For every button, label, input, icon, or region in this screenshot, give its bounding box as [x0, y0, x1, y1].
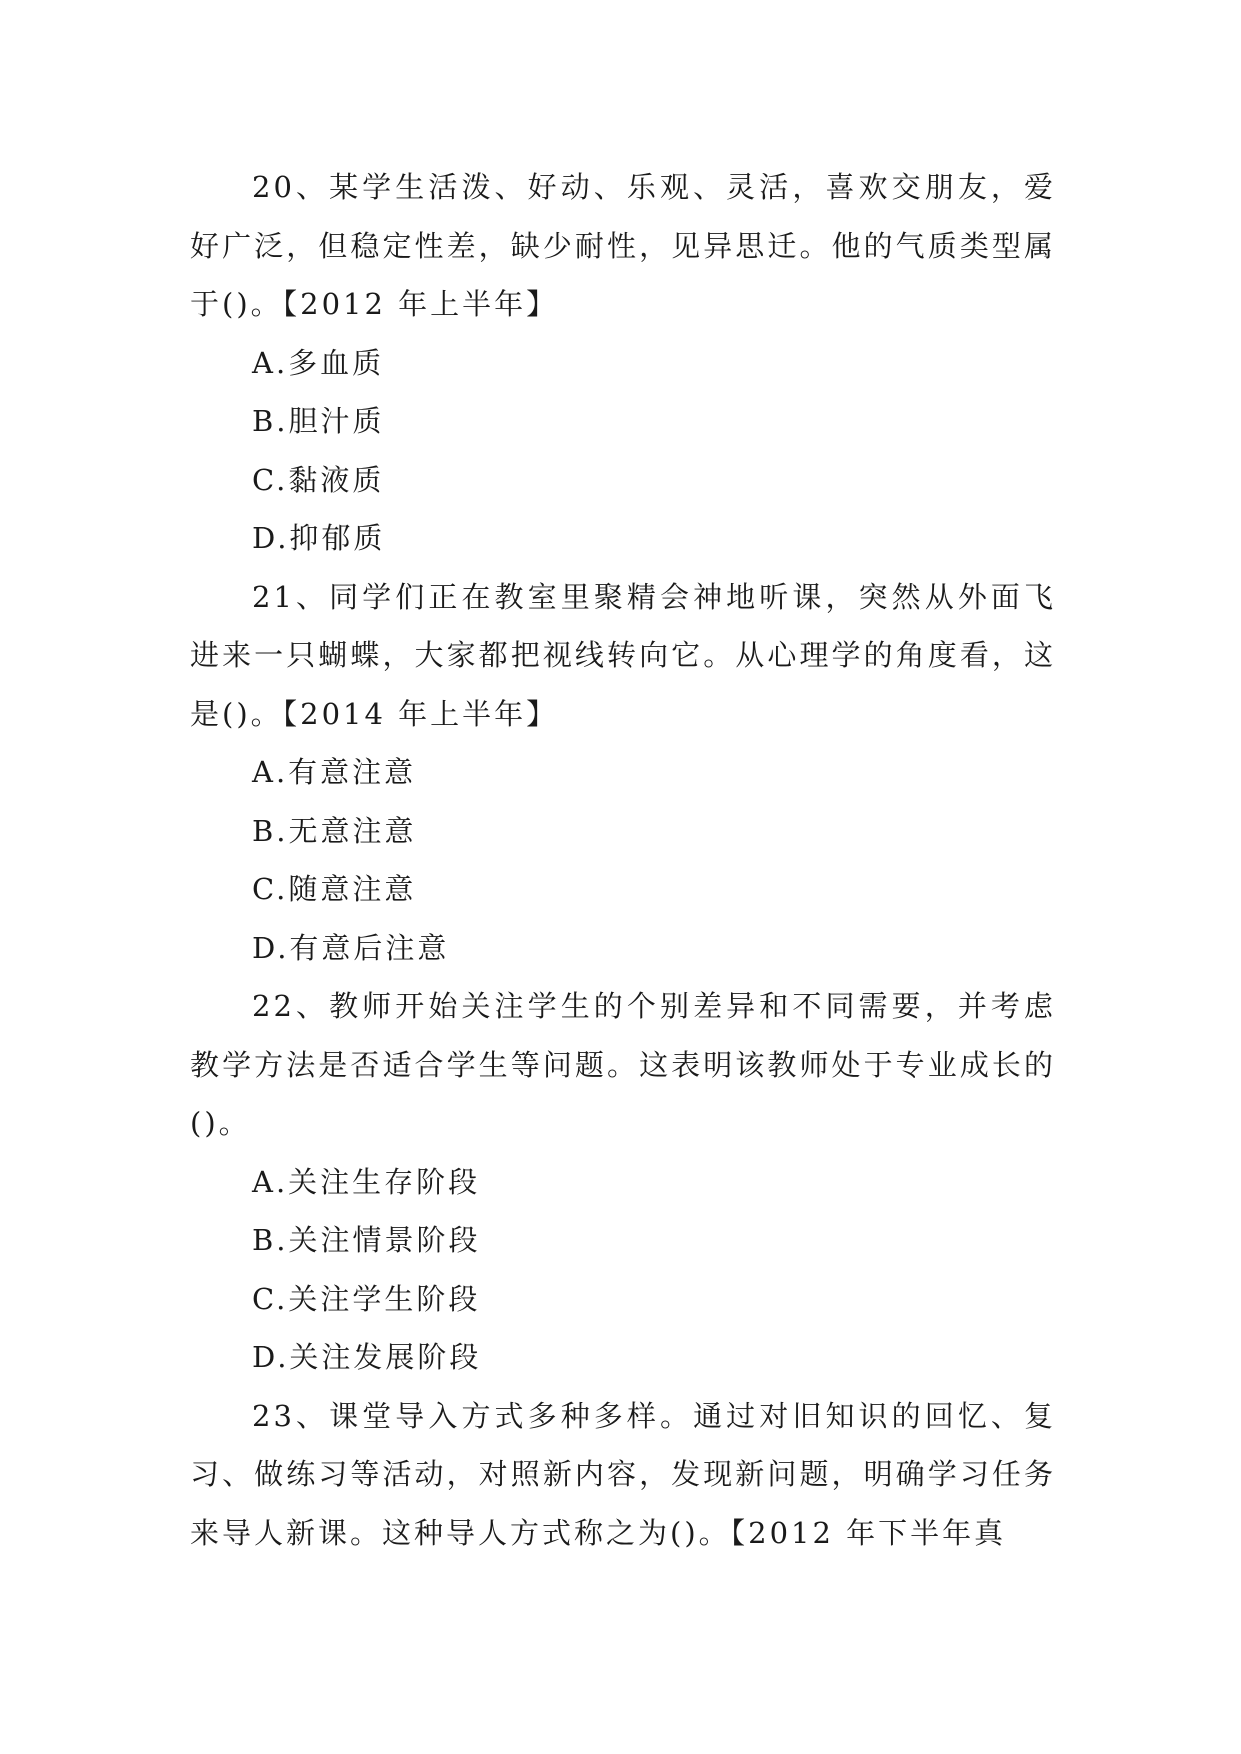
option-b: B.关注情景阶段: [252, 1223, 481, 1257]
page-content: [190, 158, 1056, 1562]
question-stem: 20、某学生活泼、好动、乐观、灵活，喜欢交朋友，爱好广泛，但稳定性差，缺少耐性，见异思迁。他的气质类型属于()。【2012 年上半年】: [190, 170, 1056, 321]
option-c: C.随意注意: [252, 872, 417, 906]
question-20: [190, 158, 1056, 568]
option-d: D.抑郁质: [252, 521, 386, 555]
option-a: A.有意注意: [252, 755, 417, 789]
option-a: A.关注生存阶段: [252, 1164, 481, 1199]
option-b: B.无意注意: [252, 813, 417, 848]
option-d: D.有意后注意: [252, 930, 450, 965]
question-21: [190, 568, 1056, 978]
option-c: C.黏液质: [252, 462, 385, 497]
question-stem: 22、教师开始关注学生的个别差异和不同需要，并考虑教学方法是否适合学生等问题。这表明该教师处于专业成长的()。: [190, 989, 1056, 1140]
question-stem: 21、同学们正在教室里聚精会神地听课，突然从外面飞进来一只蝴蝶，大家都把视线转向它。从心理学的角度看，这是()。【2014 年上半年】: [190, 579, 1056, 731]
option-b: B.胆汁质: [252, 404, 385, 438]
option-a: A.多血质: [252, 345, 385, 380]
question-stem: 23、课堂导入方式多种多样。通过对旧知识的回忆、复习、做练习等活动，对照新内容，发现新问题，明确学习任务来导人新课。这种导人方式称之为()。【2012 年下半年真: [190, 1398, 1056, 1550]
question-23: [190, 1387, 1056, 1563]
question-22: [190, 977, 1056, 1387]
option-c: C.关注学生阶段: [252, 1281, 481, 1316]
option-d: D.关注发展阶段: [252, 1340, 482, 1374]
